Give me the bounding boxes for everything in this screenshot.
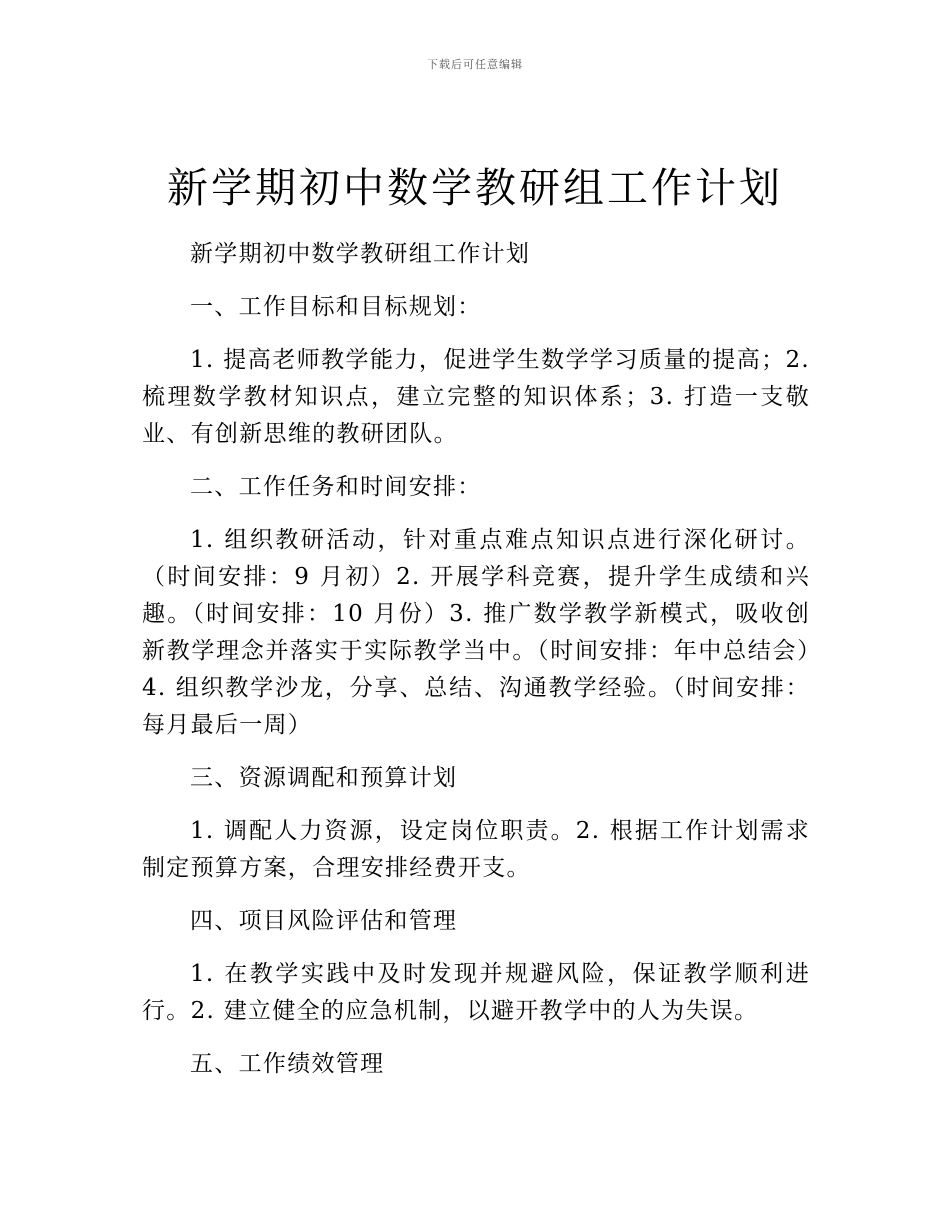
section-heading-tasks: 二、工作任务和时间安排： xyxy=(190,474,482,500)
section-body-risk: 1. 在教学实践中及时发现并规避风险，保证教学顺利进行。2. 建立健全的应急机制，以避开教学中的人为失误。 xyxy=(142,961,810,1024)
header-note: 下载后可任意编辑 xyxy=(427,58,523,71)
document-body xyxy=(142,236,810,1099)
subtitle-paragraph: 新学期初中数学教研组工作计划 xyxy=(190,241,531,267)
section-heading-goals: 一、工作目标和目标规划： xyxy=(190,294,482,320)
section-heading-risk: 四、项目风险评估和管理 xyxy=(190,908,458,934)
document-title: 新学期初中数学教研组工作计划 xyxy=(167,164,783,212)
section-heading-resources: 三、资源调配和预算计划 xyxy=(190,765,458,791)
section-body-goals: 1. 提高老师教学能力，促进学生数学学习质量的提高；2. 梳理数学教材知识点，建立完整的知识体系；3. 打造一支敬业、有创新思维的教研团队。 xyxy=(142,347,810,447)
section-body-tasks: 1. 组织教研活动，针对重点难点知识点进行深化研讨。（时间安排：9 月初）2. 开展学科竞赛，提升学生成绩和兴趣。（时间安排：10 月份）3. 推广数学教学新模式，吸收创新教学理念并落实于实际教学当中。（时间安排：年中总结会）4. 组织教学沙龙，分享、总结、沟通教学经验。（时间安排：每月最后一周） xyxy=(142,527,810,738)
section-heading-performance: 五、工作绩效管理 xyxy=(190,1051,385,1077)
section-body-resources: 1. 调配人力资源，设定岗位职责。2. 根据工作计划需求制定预算方案，合理安排经费开支。 xyxy=(142,818,810,881)
